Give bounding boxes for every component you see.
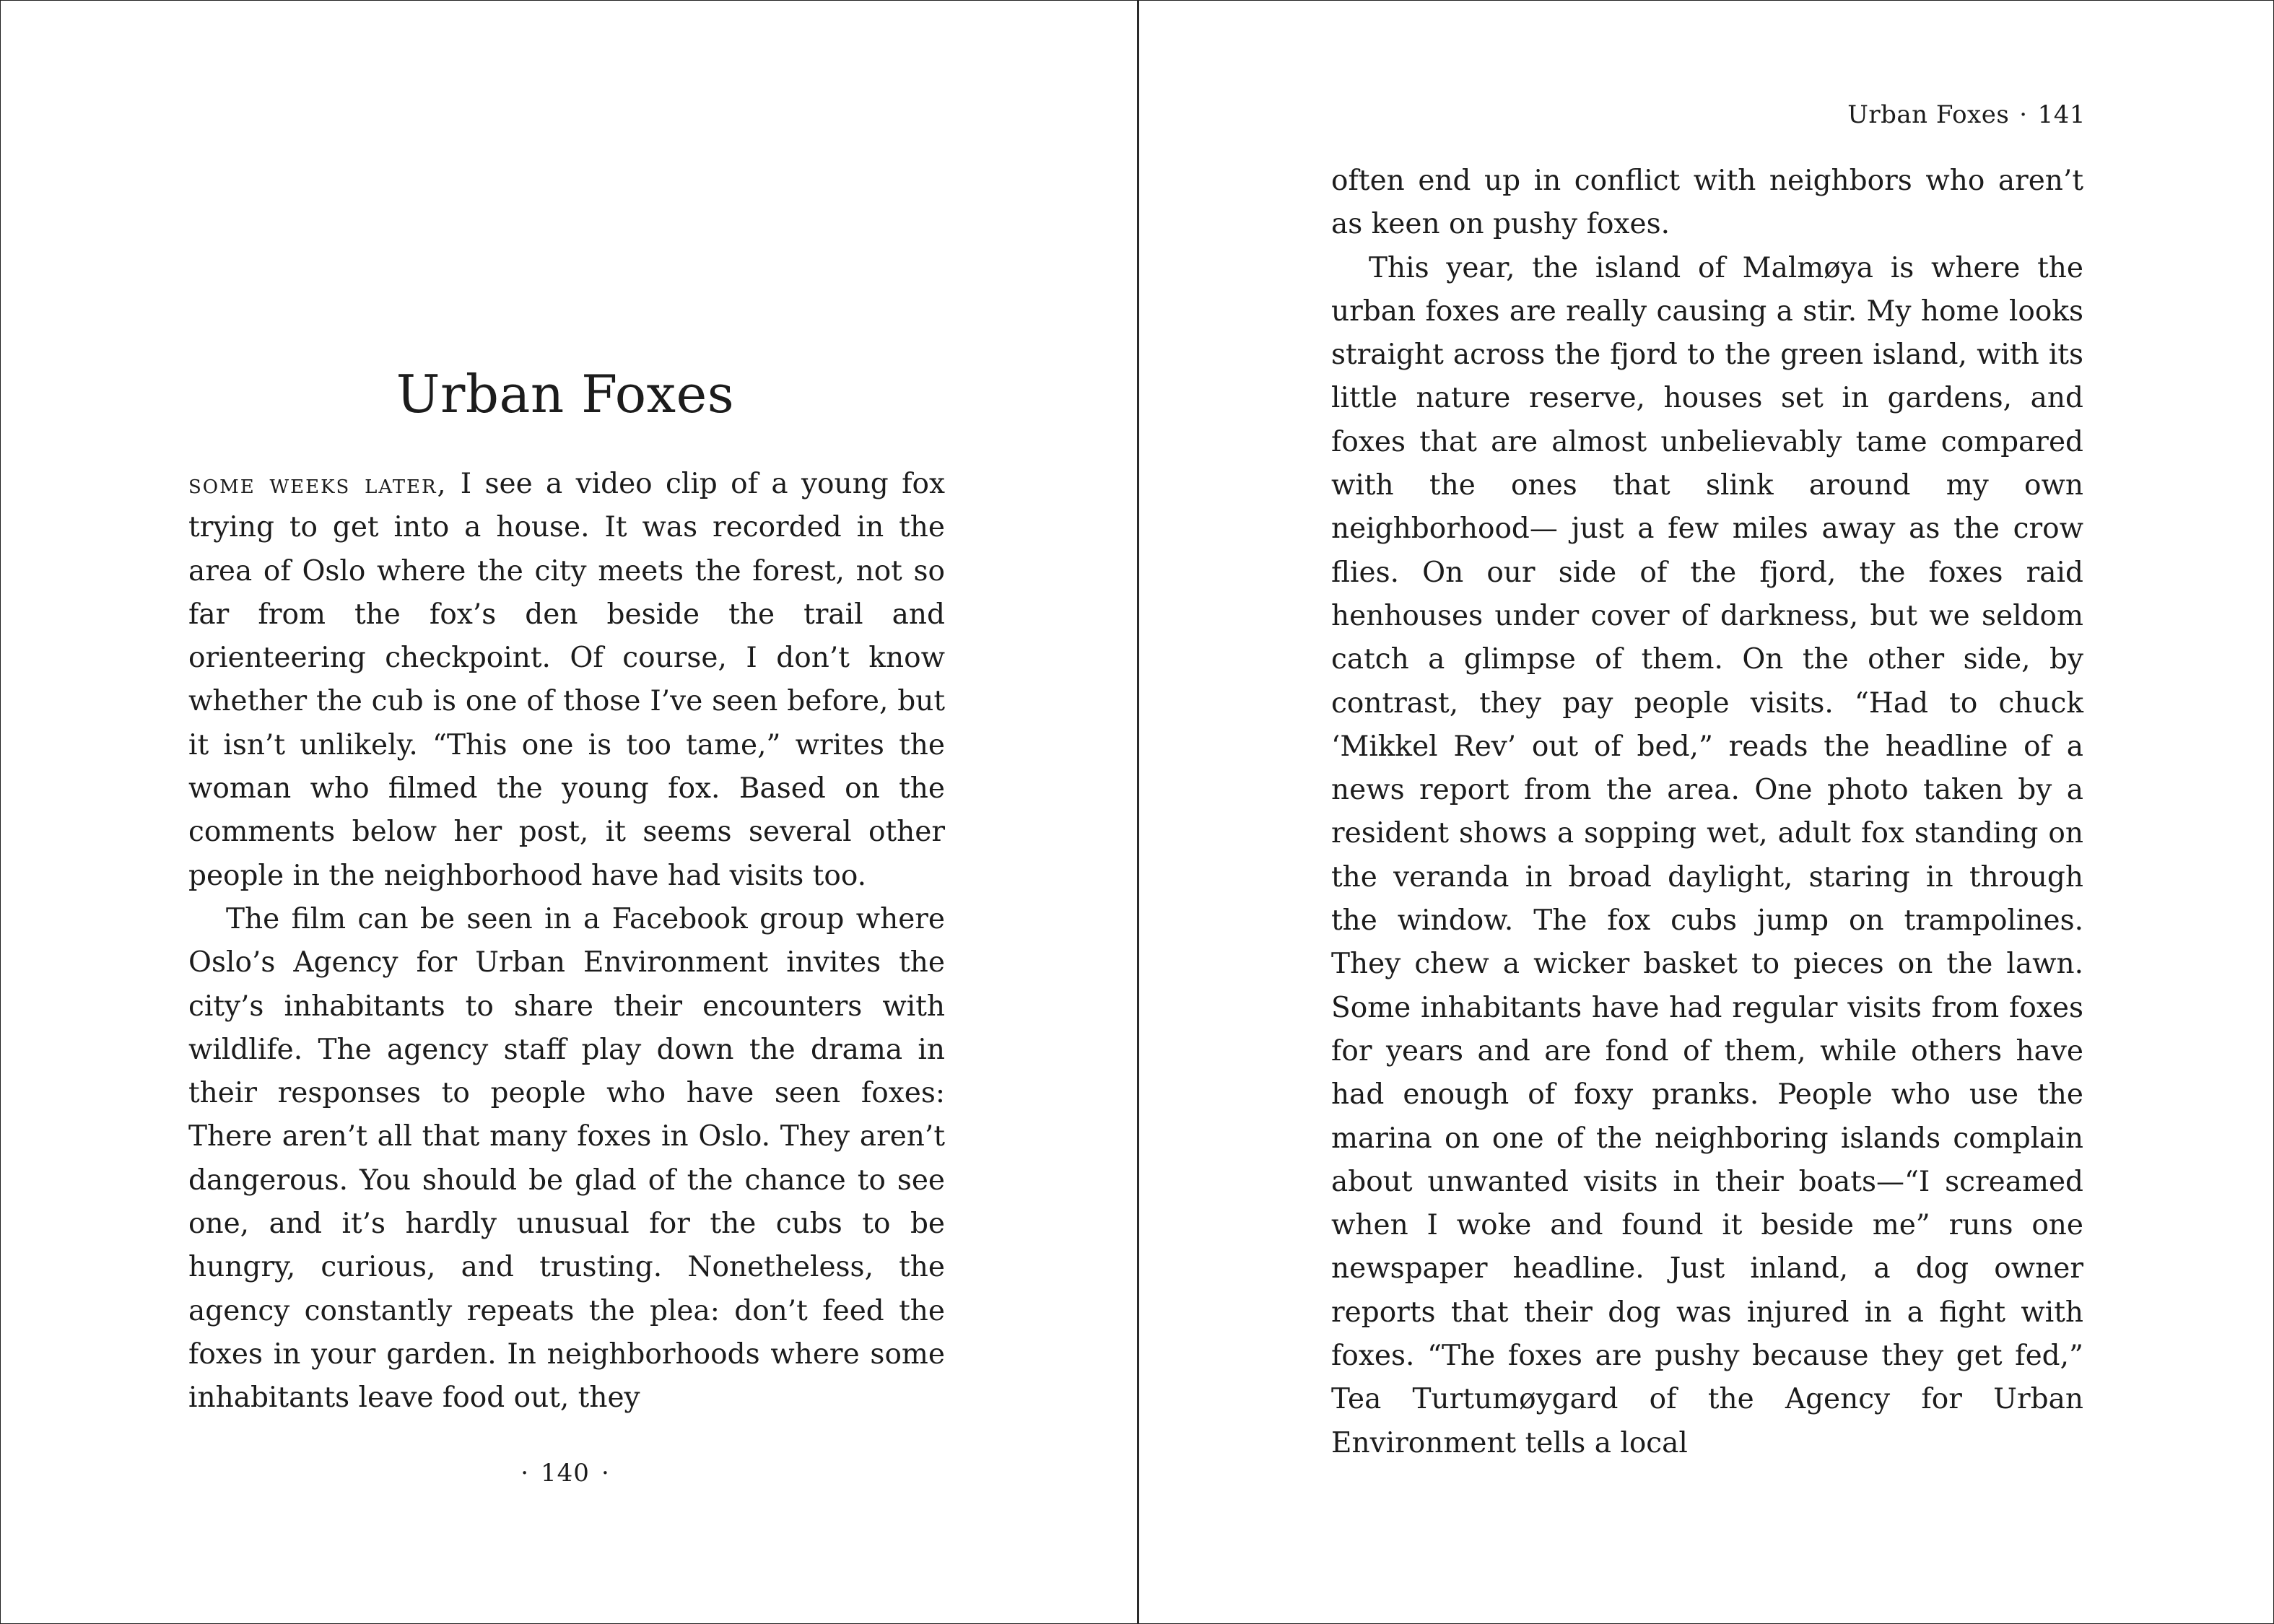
paragraph-1-body: I see a video clip of a young fox trying to get into a house. It was recorded in the area of Oslo where the city meets the forest, not so far from the fox’s den beside the trail and orienteering checkpoint. Of course, I don’t know whether the cub is one of those I’ve seen before, but it isn’t unlikely. “This one is too tame,” writes the woman who filmed the young fox. Based on the comments below her post, it seems several other people in the neighborhood have had visits too.	[188, 468, 945, 892]
folio-dot-left: ·	[520, 1459, 530, 1488]
paragraph-malmoya: This year, the island of Malmøya is where the urban foxes are really causing a stir. My home looks straight across the fjord to the green island, with its little nature reserve, houses set in gardens, and foxes that are almost unbelievably tame compared with the ones that slink around my own neighborhood— just a few miles away as the crow flies. On our side of the fjord, the foxes raid henhouses under cover of darkness, but we seldom catch a glimpse of them. On the other side, by contrast, they pay people visits. “Had to chuck ‘Mikkel Rev’ out of bed,” reads the headline of a news report from the area. One photo taken by a resident shows a sopping wet, adult fox standing on the veranda in broad daylight, staring in through the window. The fox cubs jump on trampolines. They chew a wicker basket to pieces on the lawn. Some inhabitants have had regular visits from foxes for years and are fond of them, while others have had enough of foxy pranks. People who use the marina on one of the neighboring islands complain about unwanted visits in their boats—“I screamed when I woke and found it beside me” runs one newspaper headline. Just inland, a dog owner reports that their dog was injured in a fight with foxes. “The foxes are pushy because they get fed,” Tea Turtumøygard of the Agency for Urban Environment tells a local	[1331, 251, 2083, 1459]
left-page-number: 140	[541, 1459, 590, 1488]
left-page-text	[188, 463, 945, 1420]
running-head-title: Urban Foxes	[1847, 100, 2010, 129]
paragraph-2: The film can be seen in a Facebook group where Oslo’s Agency for Urban Environment invites the city’s inhabitants to share their encounters with wildlife. The agency staff play down the drama in their responses to people who have seen foxes: There aren’t all that many foxes in Oslo. They aren’t dangerous. You should be glad of the chance to see one, and it’s hardly unusual for the cubs to be hungry, curious, and trusting. Nonetheless, the agency constantly repeats the plea: don’t feed the foxes in your garden. In neighborhoods where some inhabitants leave food out, they	[188, 902, 945, 1415]
right-page-text	[1331, 160, 2083, 1465]
left-folio	[188, 1459, 942, 1488]
running-head-separator: ·	[2019, 100, 2028, 129]
paragraph-continued: often end up in conflict with neighbors who aren’t as keen on pushy foxes.	[1331, 165, 2083, 241]
right-page-number: 141	[2037, 100, 2086, 129]
opening-small-caps: some weeks later,	[188, 468, 448, 499]
left-page	[1, 1, 1137, 1623]
paragraph-1	[188, 463, 945, 898]
right-page	[1139, 1, 2273, 1623]
folio-dot-right: ·	[601, 1459, 610, 1488]
running-head	[1847, 100, 2086, 129]
chapter-title: Urban Foxes	[396, 364, 735, 424]
